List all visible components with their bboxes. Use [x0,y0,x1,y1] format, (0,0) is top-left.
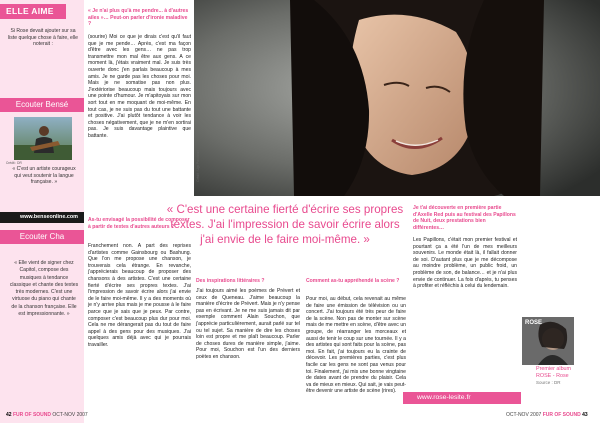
bense-website-link[interactable]: www.benseonline.com [0,212,84,223]
elle-aime-tab: ELLE AIME [0,4,66,19]
question-other-authors: As-tu envisagé la possibilité de composer à partir de textes d'autres auteurs ? [88,217,190,230]
sidebar-intro: Si Rose devait ajouter sur sa liste quelque chose à faire, elle noterait : [8,28,78,48]
bense-photo [14,117,72,160]
cha-title: Ecouter Cha [0,230,84,244]
answer-festival: Les Papillons, c'était mon premier festival et pourtant ça a été l'un de mes meilleurs souvenirs. Le monde était là, il fallait donner de soi. D'autant plus que je me décompose au moindre problème, un public froid, un problème de son, de balance… et je n'ai plus envie de continuer. La fois d'après, tu penses à profiter et réfléchis à celui du lendemain. [413,237,517,290]
cha-quote: « Elle vient de signer chez Capitol, compose des musiques à tendance classique et chante des textes très modernes. C'est une virtuose du piano qui chante de la chanson française. Elle est impressionnante. » [9,260,79,318]
question-irony: « Je n'ai plus qu'à me pendre... à d'autres ailes »… Peut-on parler d'ironie maladive ? [88,8,189,28]
footer-right-date: OCT-NOV 2007 [506,412,542,418]
footer-left-date: OCT-NOV 2007 [52,412,88,418]
album-cover-title: ROSE [525,320,543,326]
album-cover [522,317,574,365]
photo-credit: Crédit : Ugo Pacchioni [196,150,200,182]
question-literary: Des inspirations littéraires ? [196,278,265,284]
rose-website-text: www.rose-lesite.fr [417,394,471,401]
album-caption [536,366,600,386]
footer-left-mag: FUR OF SOUND [12,412,52,418]
footer-left [6,412,88,418]
rose-website-link[interactable] [403,392,521,404]
pull-quote: « C'est une certaine fierté d'écrire ses propres textes. J'ai l'impression de savoir écrire alors j'ai envie de le faire moi-même. » [166,203,404,247]
album-caption-line1: Premier album [536,366,572,372]
answer-literary: J'ai toujours aimé les poèmes de Prévert et ceux de Queneau. J'aime beaucoup la manière d'écrire de Prévert. Mais je n'y pense pas en écrivant. Je ne me suis jamais dit par exemple comment Alain Souchon, que j'apprécie particulièrement, aurait parlé sur tel ou tel sujet. Sa manière de dire les choses loin est propre et me plaît beaucoup. Parler de choses dures de manière simple, j'aime. Pour moi, Souchon est l'un des derniers poètes en chanson. [196,288,300,360]
bense-photo-credit: Crédit : DR [6,161,22,165]
answer-other-authors: Franchement non. A part des reprises d'artistes comme Gainsbourg ou Bashung. Que l'on me propose une chanson, je trouverais cela étrange. En revanche, j'apprécierais beaucoup de proposer des chansons à des artistes. C'est une certaine fierté d'écrire ses propres textes. J'ai l'impression de savoir écrire alors j'ai envie de le faire moi-même. Il y a des moments où je n'y arrive plus mais je me pousse à le faire parce que je sais que je peux. Par contre, composer c'est beaucoup plus dur pour moi. Cela ne me dérangerait pas du tout de faire appel à des gens pour des musiques. J'ai quelques amis déjà avec qui je pourrais travailler. [88,243,191,348]
footer-left-page: 42 [6,412,12,418]
rose-portrait-photo [194,0,600,196]
question-stage: Comment as-tu appréhendé la scène ? [306,278,400,284]
bense-quote: « C'est un artiste courageux qui veut soutenir la langue française. » [12,166,76,186]
album-caption-source: Source : DR [536,379,561,385]
footer-right-page: 43 [582,412,588,418]
footer-right-mag: FUR OF SOUND [542,412,581,418]
footer-right [506,412,588,418]
answer-stage: Pour moi, au début, cela revenait au même de faire une émission de télévision ou un concert. J'ai toujours été très peur de faire de la scène. Non pas de monter sur scène mais de me mettre en scène, d'être avec un groupe, de réarranger les morceaux et aussi de tenir le coup sur une tournée. Il y a des artistes qui sont faits pour la scène, pas moi. En fait, j'ai toujours eu la crainte de décevoir. Les premières parties, c'est plus facile car les gens ne sont pas venus pour toi. Finalement, j'ai mis une bonne vingtaine de dates avant de prendre du plaisir. Cela va de mieux en mieux. Qui sait, je vais peut-être devenir une artiste de scène (rires). [306,296,406,395]
album-caption-line2: ROSE - Rose [536,372,569,379]
answer-irony: (sourire) Moi ce que je dirais c'est qu'il faut que je me pende… Après, c'est ma façon d'être avec les gens… ne pas trop transmettre mon mal être aux gens. A ce moment là, j'étais vraiment mal. Je suis très ouverte donc j'en parlais beaucoup à mes amis. Je ne garde pas les choses pour moi. Mais je ne somatise pas non plus. J'extériorise beaucoup mais toujours avec une pointe d'humour. Je m'apitoyais sur mon sort tout en me moquant de moi-même. En tout cas, je ne suis pas du tout une battante et positive. J'ai plutôt tendance à voir les choses négativement, que je ne m'en sortirai pas. Je suis davantage plaintive que battante. [88,34,191,139]
bense-title: Ecouter Bensé [0,98,84,112]
question-festival: Je t'ai découverte en première partie d'Axelle Red puis au festival des Papillons de Nuit, deux prestations bien différentes… [413,205,516,231]
